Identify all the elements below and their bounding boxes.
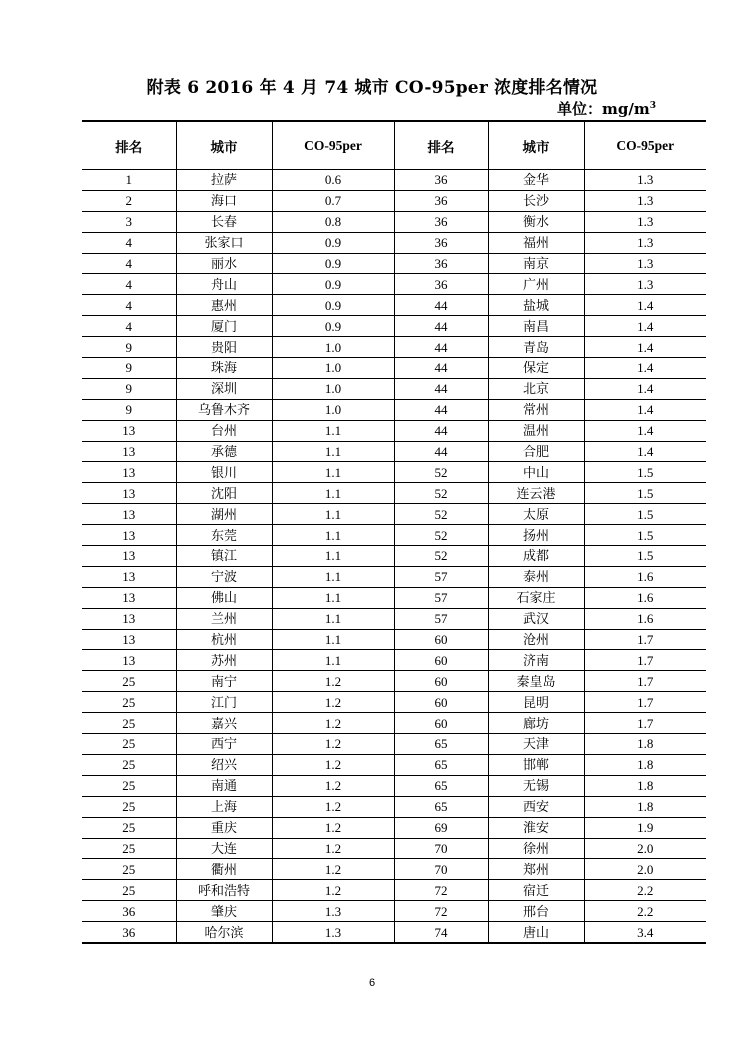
- table-row: [82, 316, 706, 337]
- city-cell: 大连: [176, 838, 272, 859]
- rank-cell: 9: [82, 399, 176, 420]
- rank-cell: 25: [82, 838, 176, 859]
- value-cell: 1.7: [584, 713, 706, 734]
- city-cell: 中山: [488, 462, 584, 483]
- header-value-left: CO-95per: [272, 121, 394, 170]
- rank-cell: 13: [82, 650, 176, 671]
- table-row: [82, 608, 706, 629]
- value-cell: 1.1: [272, 587, 394, 608]
- value-cell: 0.6: [272, 170, 394, 191]
- city-cell: 兰州: [176, 608, 272, 629]
- city-cell: 呼和浩特: [176, 880, 272, 901]
- table-row: [82, 358, 706, 379]
- value-cell: 1.4: [584, 420, 706, 441]
- city-cell: 宿迁: [488, 880, 584, 901]
- rank-cell: 4: [82, 232, 176, 253]
- city-cell: 乌鲁木齐: [176, 399, 272, 420]
- value-cell: 1.1: [272, 546, 394, 567]
- page-number: 6: [368, 977, 376, 989]
- city-cell: 长沙: [488, 190, 584, 211]
- city-cell: 宁波: [176, 566, 272, 587]
- rank-cell: 13: [82, 483, 176, 504]
- city-cell: 苏州: [176, 650, 272, 671]
- value-cell: 1.0: [272, 358, 394, 379]
- rank-cell: 13: [82, 608, 176, 629]
- table-row: [82, 211, 706, 232]
- city-cell: 拉萨: [176, 170, 272, 191]
- table-row: [82, 546, 706, 567]
- value-cell: 1.1: [272, 483, 394, 504]
- rank-cell: 25: [82, 754, 176, 775]
- rank-cell: 72: [394, 880, 488, 901]
- rank-cell: 4: [82, 253, 176, 274]
- city-cell: 惠州: [176, 295, 272, 316]
- value-cell: 1.0: [272, 378, 394, 399]
- table-row: [82, 337, 706, 358]
- city-cell: 银川: [176, 462, 272, 483]
- value-cell: 1.9: [584, 817, 706, 838]
- value-cell: 0.9: [272, 316, 394, 337]
- table-row: [82, 504, 706, 525]
- rank-cell: 60: [394, 713, 488, 734]
- rank-cell: 2: [82, 190, 176, 211]
- city-cell: 天津: [488, 734, 584, 755]
- value-cell: 1.2: [272, 775, 394, 796]
- table-row: [82, 692, 706, 713]
- value-cell: 1.2: [272, 671, 394, 692]
- table-row: [82, 629, 706, 650]
- value-cell: 1.4: [584, 358, 706, 379]
- value-cell: 1.1: [272, 504, 394, 525]
- value-cell: 1.6: [584, 608, 706, 629]
- rank-cell: 36: [394, 170, 488, 191]
- rank-cell: 25: [82, 880, 176, 901]
- table-row: [82, 566, 706, 587]
- city-cell: 邯郸: [488, 754, 584, 775]
- rank-cell: 13: [82, 441, 176, 462]
- table-row: [82, 170, 706, 191]
- rank-cell: 25: [82, 692, 176, 713]
- unit-text: 单位：mg/m: [557, 100, 650, 118]
- header-value-right: CO-95per: [584, 121, 706, 170]
- rank-cell: 44: [394, 441, 488, 462]
- rank-cell: 25: [82, 671, 176, 692]
- rank-cell: 44: [394, 358, 488, 379]
- unit-label: [557, 98, 656, 119]
- value-cell: 1.2: [272, 754, 394, 775]
- city-cell: 重庆: [176, 817, 272, 838]
- rank-cell: 9: [82, 378, 176, 399]
- rank-cell: 52: [394, 483, 488, 504]
- rank-cell: 25: [82, 734, 176, 755]
- rank-cell: 65: [394, 754, 488, 775]
- value-cell: 1.1: [272, 650, 394, 671]
- rank-cell: 4: [82, 274, 176, 295]
- city-cell: 广州: [488, 274, 584, 295]
- value-cell: 3.4: [584, 922, 706, 943]
- rank-cell: 36: [82, 922, 176, 943]
- city-cell: 盐城: [488, 295, 584, 316]
- table-row: [82, 650, 706, 671]
- city-cell: 无锡: [488, 775, 584, 796]
- value-cell: 1.4: [584, 337, 706, 358]
- value-cell: 1.4: [584, 399, 706, 420]
- city-cell: 武汉: [488, 608, 584, 629]
- value-cell: 1.2: [272, 692, 394, 713]
- table-row: [82, 378, 706, 399]
- rank-cell: 13: [82, 504, 176, 525]
- ranking-table: [82, 120, 706, 944]
- city-cell: 佛山: [176, 587, 272, 608]
- city-cell: 西安: [488, 796, 584, 817]
- value-cell: 1.1: [272, 629, 394, 650]
- city-cell: 贵阳: [176, 337, 272, 358]
- rank-cell: 70: [394, 838, 488, 859]
- value-cell: 0.9: [272, 295, 394, 316]
- city-cell: 杭州: [176, 629, 272, 650]
- city-cell: 长春: [176, 211, 272, 232]
- rank-cell: 13: [82, 566, 176, 587]
- rank-cell: 13: [82, 525, 176, 546]
- value-cell: 1.2: [272, 713, 394, 734]
- city-cell: 承德: [176, 441, 272, 462]
- value-cell: 1.5: [584, 483, 706, 504]
- value-cell: 0.9: [272, 253, 394, 274]
- city-cell: 上海: [176, 796, 272, 817]
- rank-cell: 65: [394, 796, 488, 817]
- rank-cell: 25: [82, 775, 176, 796]
- value-cell: 1.0: [272, 337, 394, 358]
- table-row: [82, 587, 706, 608]
- value-cell: 1.3: [272, 922, 394, 943]
- table-row: [82, 274, 706, 295]
- rank-cell: 44: [394, 420, 488, 441]
- rank-cell: 4: [82, 316, 176, 337]
- value-cell: 0.8: [272, 211, 394, 232]
- value-cell: 1.2: [272, 859, 394, 880]
- city-cell: 廊坊: [488, 713, 584, 734]
- rank-cell: 25: [82, 859, 176, 880]
- rank-cell: 44: [394, 337, 488, 358]
- table-row: [82, 190, 706, 211]
- city-cell: 扬州: [488, 525, 584, 546]
- city-cell: 淮安: [488, 817, 584, 838]
- city-cell: 哈尔滨: [176, 922, 272, 943]
- value-cell: 1.2: [272, 880, 394, 901]
- city-cell: 南昌: [488, 316, 584, 337]
- city-cell: 张家口: [176, 232, 272, 253]
- city-cell: 南宁: [176, 671, 272, 692]
- value-cell: 1.2: [272, 796, 394, 817]
- value-cell: 1.1: [272, 420, 394, 441]
- value-cell: 1.3: [584, 190, 706, 211]
- value-cell: 1.3: [584, 253, 706, 274]
- value-cell: 1.6: [584, 566, 706, 587]
- city-cell: 深圳: [176, 378, 272, 399]
- value-cell: 1.1: [272, 462, 394, 483]
- city-cell: 镇江: [176, 546, 272, 567]
- rank-cell: 36: [394, 253, 488, 274]
- value-cell: 1.3: [584, 211, 706, 232]
- value-cell: 1.1: [272, 608, 394, 629]
- rank-cell: 36: [394, 211, 488, 232]
- rank-cell: 36: [394, 274, 488, 295]
- city-cell: 嘉兴: [176, 713, 272, 734]
- city-cell: 江门: [176, 692, 272, 713]
- table-row: [82, 754, 706, 775]
- value-cell: 1.1: [272, 441, 394, 462]
- rank-cell: 69: [394, 817, 488, 838]
- city-cell: 太原: [488, 504, 584, 525]
- value-cell: 1.8: [584, 754, 706, 775]
- city-cell: 连云港: [488, 483, 584, 504]
- table-row: [82, 399, 706, 420]
- value-cell: 1.4: [584, 316, 706, 337]
- rank-cell: 13: [82, 462, 176, 483]
- value-cell: 1.5: [584, 546, 706, 567]
- value-cell: 1.1: [272, 525, 394, 546]
- city-cell: 南通: [176, 775, 272, 796]
- city-cell: 衢州: [176, 859, 272, 880]
- value-cell: 1.8: [584, 796, 706, 817]
- value-cell: 0.7: [272, 190, 394, 211]
- value-cell: 1.2: [272, 734, 394, 755]
- rank-cell: 13: [82, 420, 176, 441]
- city-cell: 常州: [488, 399, 584, 420]
- city-cell: 石家庄: [488, 587, 584, 608]
- table-row: [82, 817, 706, 838]
- city-cell: 泰州: [488, 566, 584, 587]
- city-cell: 金华: [488, 170, 584, 191]
- table-row: [82, 859, 706, 880]
- city-cell: 南京: [488, 253, 584, 274]
- rank-cell: 9: [82, 337, 176, 358]
- rank-cell: 1: [82, 170, 176, 191]
- value-cell: 1.5: [584, 525, 706, 546]
- city-cell: 台州: [176, 420, 272, 441]
- table-row: [82, 734, 706, 755]
- table-row: [82, 420, 706, 441]
- rank-cell: 3: [82, 211, 176, 232]
- header-city-right: 城市: [488, 121, 584, 170]
- value-cell: 1.5: [584, 504, 706, 525]
- table-row: [82, 922, 706, 943]
- rank-cell: 25: [82, 713, 176, 734]
- table-row: [82, 713, 706, 734]
- city-cell: 珠海: [176, 358, 272, 379]
- value-cell: 1.2: [272, 838, 394, 859]
- value-cell: 1.3: [584, 232, 706, 253]
- city-cell: 青岛: [488, 337, 584, 358]
- table-row: [82, 775, 706, 796]
- rank-cell: 25: [82, 796, 176, 817]
- value-cell: 1.4: [584, 295, 706, 316]
- rank-cell: 36: [394, 190, 488, 211]
- rank-cell: 52: [394, 546, 488, 567]
- city-cell: 沈阳: [176, 483, 272, 504]
- value-cell: 1.0: [272, 399, 394, 420]
- rank-cell: 25: [82, 817, 176, 838]
- value-cell: 1.3: [584, 170, 706, 191]
- value-cell: 1.4: [584, 441, 706, 462]
- value-cell: 1.3: [584, 274, 706, 295]
- rank-cell: 52: [394, 504, 488, 525]
- table-row: [82, 525, 706, 546]
- city-cell: 北京: [488, 378, 584, 399]
- table-row: [82, 838, 706, 859]
- city-cell: 郑州: [488, 859, 584, 880]
- rank-cell: 57: [394, 587, 488, 608]
- city-cell: 舟山: [176, 274, 272, 295]
- rank-cell: 65: [394, 775, 488, 796]
- table-row: [82, 796, 706, 817]
- table-row: [82, 880, 706, 901]
- rank-cell: 60: [394, 692, 488, 713]
- table-body: [82, 170, 706, 943]
- rank-cell: 4: [82, 295, 176, 316]
- value-cell: 1.7: [584, 692, 706, 713]
- city-cell: 福州: [488, 232, 584, 253]
- rank-cell: 60: [394, 671, 488, 692]
- table-row: [82, 253, 706, 274]
- table-row: [82, 462, 706, 483]
- value-cell: 1.7: [584, 629, 706, 650]
- value-cell: 2.0: [584, 838, 706, 859]
- city-cell: 邢台: [488, 901, 584, 922]
- rank-cell: 60: [394, 650, 488, 671]
- value-cell: 1.8: [584, 734, 706, 755]
- city-cell: 徐州: [488, 838, 584, 859]
- city-cell: 西宁: [176, 734, 272, 755]
- city-cell: 温州: [488, 420, 584, 441]
- value-cell: 1.2: [272, 817, 394, 838]
- unit-superscript: 3: [649, 101, 656, 111]
- header-rank-left: 排名: [82, 121, 176, 170]
- rank-cell: 13: [82, 629, 176, 650]
- table-row: [82, 671, 706, 692]
- city-cell: 合肥: [488, 441, 584, 462]
- city-cell: 绍兴: [176, 754, 272, 775]
- value-cell: 1.6: [584, 587, 706, 608]
- city-cell: 丽水: [176, 253, 272, 274]
- header-city-left: 城市: [176, 121, 272, 170]
- city-cell: 厦门: [176, 316, 272, 337]
- value-cell: 2.2: [584, 901, 706, 922]
- table-row: [82, 295, 706, 316]
- rank-cell: 44: [394, 295, 488, 316]
- rank-cell: 13: [82, 587, 176, 608]
- value-cell: 1.8: [584, 775, 706, 796]
- value-cell: 1.4: [584, 378, 706, 399]
- city-cell: 东莞: [176, 525, 272, 546]
- value-cell: 1.3: [272, 901, 394, 922]
- rank-cell: 74: [394, 922, 488, 943]
- rank-cell: 60: [394, 629, 488, 650]
- rank-cell: 52: [394, 462, 488, 483]
- value-cell: 0.9: [272, 232, 394, 253]
- table-row: [82, 483, 706, 504]
- city-cell: 沧州: [488, 629, 584, 650]
- rank-cell: 36: [394, 232, 488, 253]
- rank-cell: 57: [394, 566, 488, 587]
- value-cell: 2.0: [584, 859, 706, 880]
- value-cell: 1.5: [584, 462, 706, 483]
- city-cell: 唐山: [488, 922, 584, 943]
- rank-cell: 52: [394, 525, 488, 546]
- rank-cell: 44: [394, 399, 488, 420]
- city-cell: 成都: [488, 546, 584, 567]
- rank-cell: 44: [394, 378, 488, 399]
- rank-cell: 57: [394, 608, 488, 629]
- value-cell: 1.1: [272, 566, 394, 587]
- rank-cell: 70: [394, 859, 488, 880]
- rank-cell: 44: [394, 316, 488, 337]
- table-header-row: [82, 121, 706, 170]
- city-cell: 秦皇岛: [488, 671, 584, 692]
- table-title: 附表 6 2016 年 4 月 74 城市 CO-95per 浓度排名情况: [146, 78, 598, 98]
- header-rank-right: 排名: [394, 121, 488, 170]
- city-cell: 海口: [176, 190, 272, 211]
- city-cell: 肇庆: [176, 901, 272, 922]
- city-cell: 济南: [488, 650, 584, 671]
- city-cell: 衡水: [488, 211, 584, 232]
- value-cell: 0.9: [272, 274, 394, 295]
- table-row: [82, 901, 706, 922]
- value-cell: 1.7: [584, 650, 706, 671]
- rank-cell: 13: [82, 546, 176, 567]
- rank-cell: 36: [82, 901, 176, 922]
- rank-cell: 65: [394, 734, 488, 755]
- table-row: [82, 232, 706, 253]
- city-cell: 湖州: [176, 504, 272, 525]
- city-cell: 保定: [488, 358, 584, 379]
- city-cell: 昆明: [488, 692, 584, 713]
- value-cell: 2.2: [584, 880, 706, 901]
- value-cell: 1.7: [584, 671, 706, 692]
- rank-cell: 72: [394, 901, 488, 922]
- rank-cell: 9: [82, 358, 176, 379]
- table-row: [82, 441, 706, 462]
